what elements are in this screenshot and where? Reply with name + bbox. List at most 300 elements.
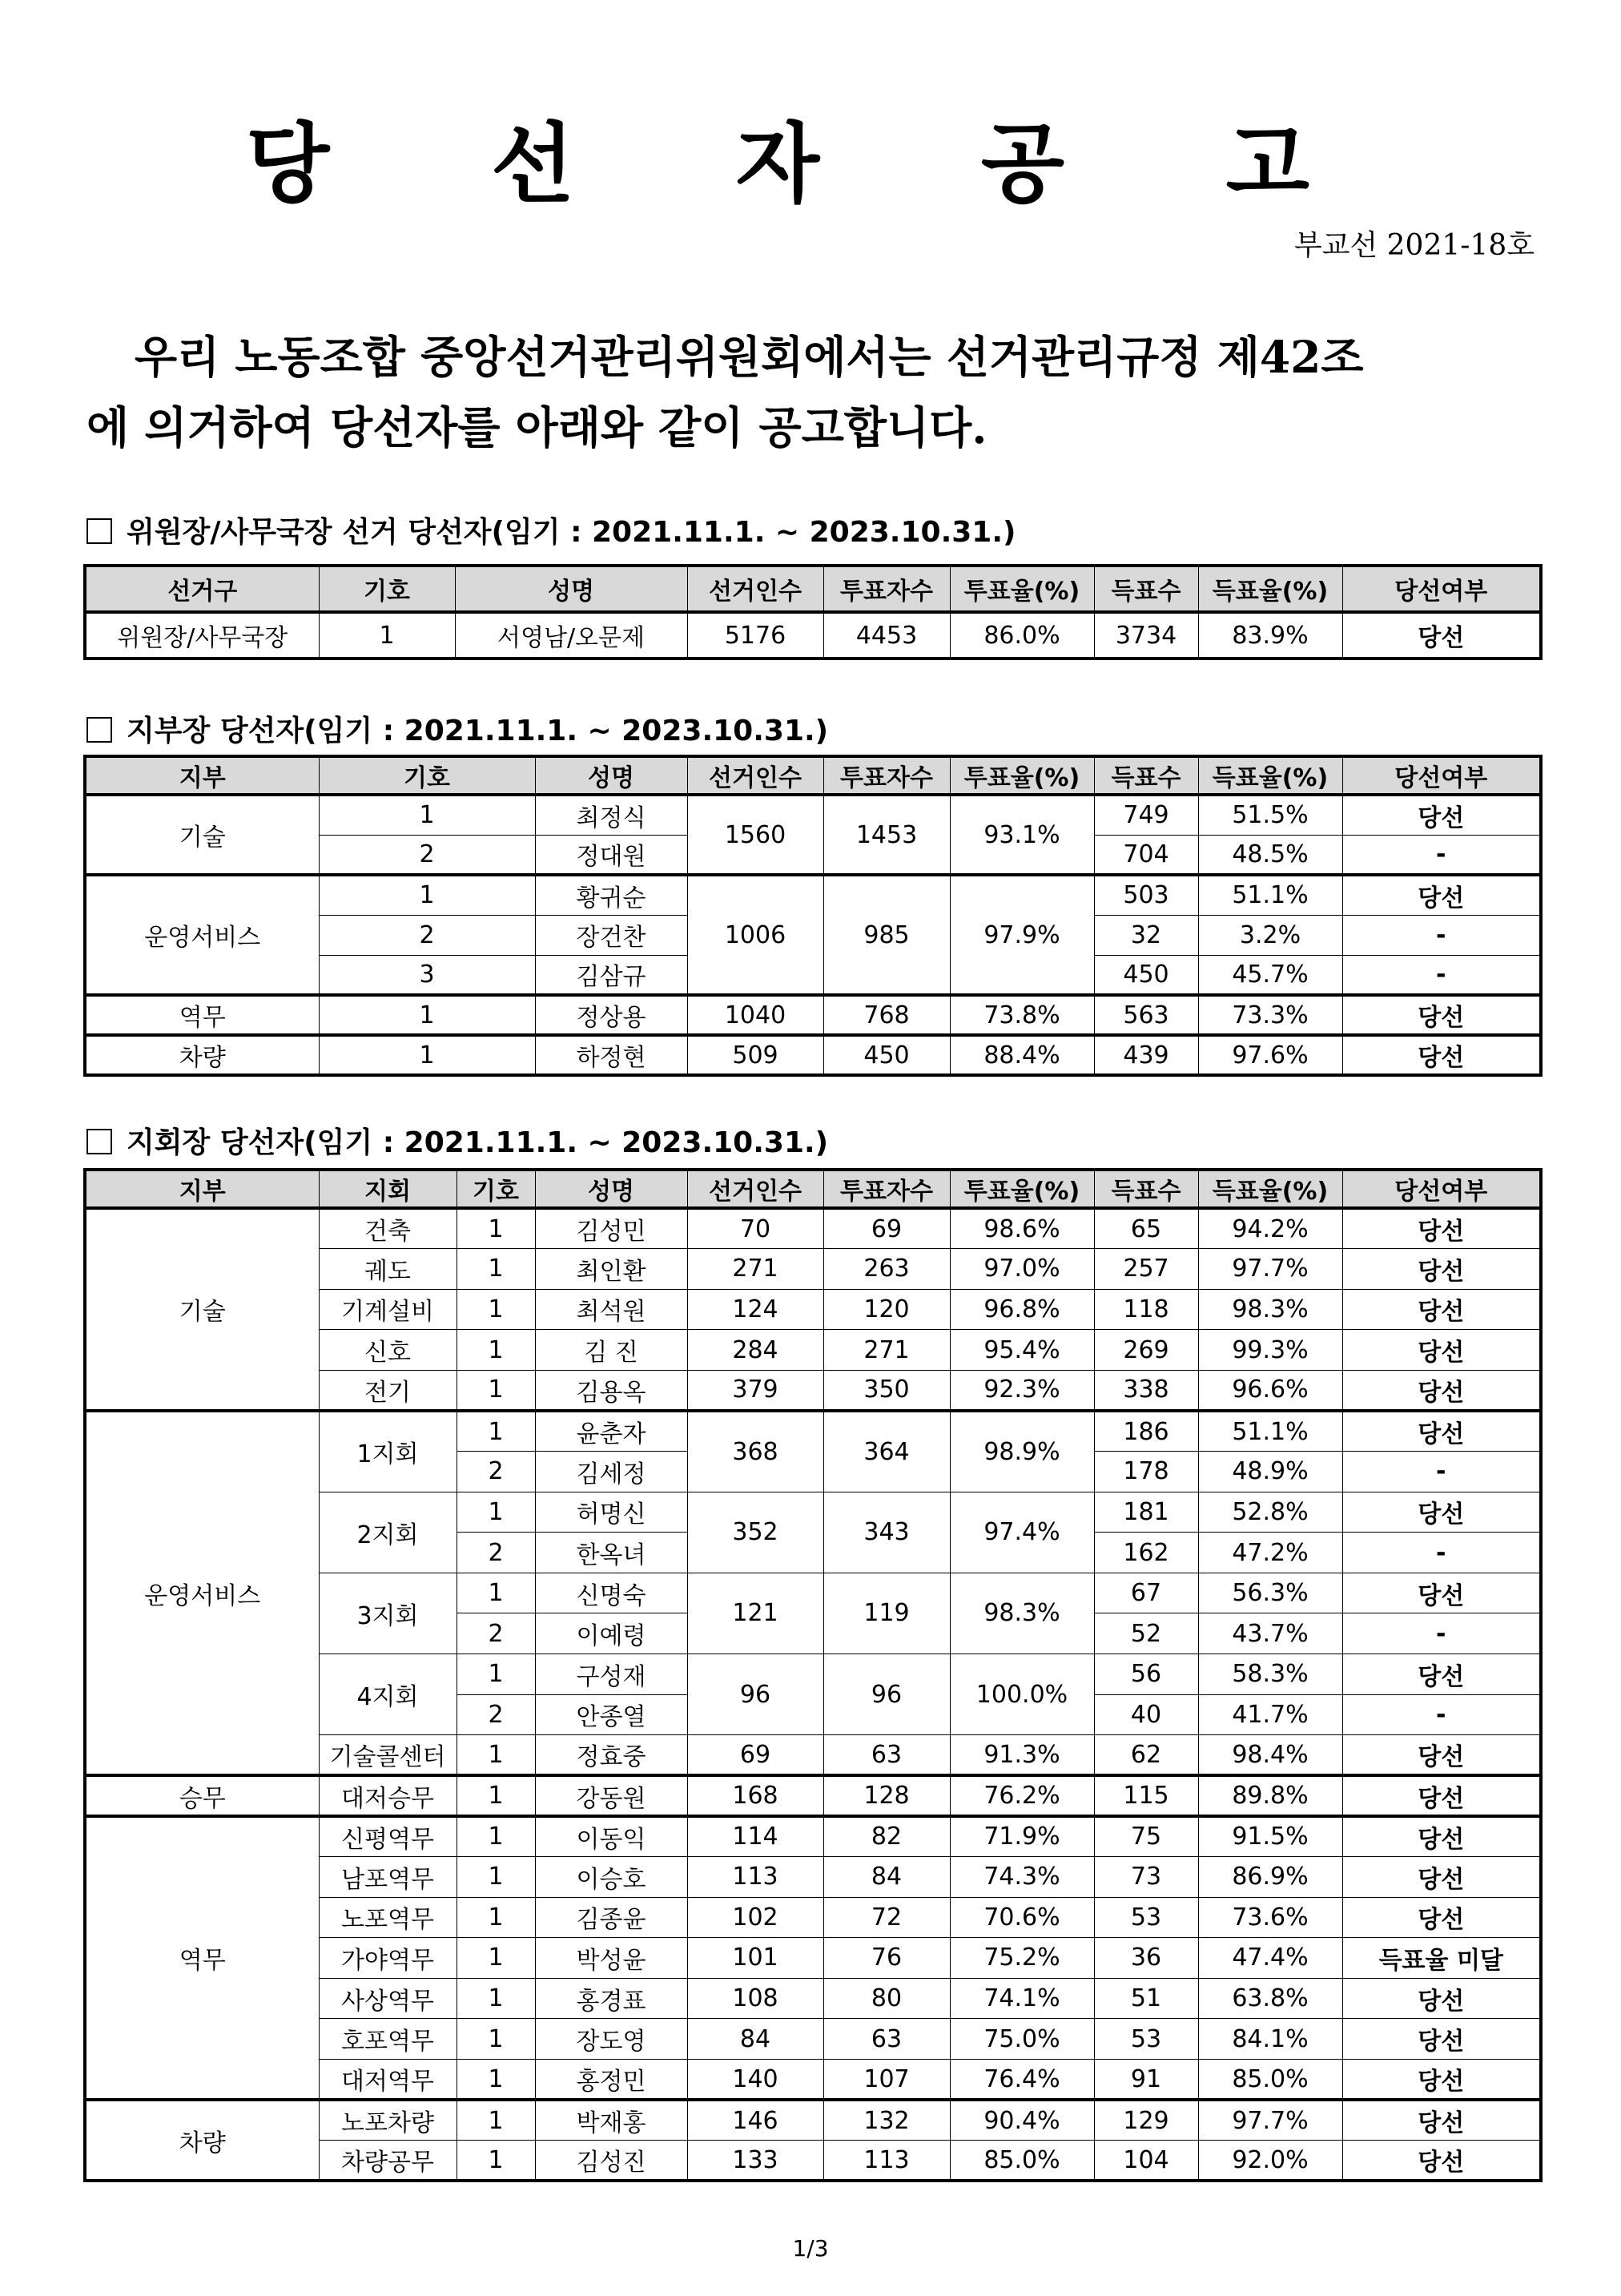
turnout-cell: 70.6% [950, 1897, 1094, 1938]
checkbox-square-icon [86, 717, 112, 743]
page-title: 당 선 자 공 고 [245, 114, 1376, 215]
vote-share-cell: 58.3% [1198, 1654, 1342, 1695]
turnout-cell: 92.3% [950, 1370, 1094, 1411]
vote-share-cell: 63.8% [1198, 1978, 1342, 2019]
branch-cell: 역무 [85, 1816, 319, 2100]
column-header: 당선여부 [1342, 756, 1541, 795]
table-row [85, 1775, 1541, 1816]
column-header: 득표수 [1094, 566, 1198, 612]
result-cell: 당선 [1342, 2100, 1541, 2141]
votes-cell: 563 [1094, 995, 1198, 1035]
column-header: 투표율(%) [950, 566, 1094, 612]
candidate-name-cell: 김종윤 [535, 1897, 687, 1938]
result-cell: 당선 [1342, 612, 1541, 659]
electors-cell: 133 [687, 2141, 823, 2181]
candidate-name-cell: 김삼규 [535, 955, 687, 995]
vote-share-cell: 73.6% [1198, 1897, 1342, 1938]
candidate-name-cell: 신명숙 [535, 1573, 687, 1613]
candidate-number-cell: 1 [319, 875, 535, 915]
result-cell: 당선 [1342, 1370, 1541, 1411]
candidate-number-cell: 2 [319, 835, 535, 875]
checkbox-square-icon [86, 518, 112, 544]
chapter-cell: 4지회 [319, 1654, 457, 1735]
column-header: 투표율(%) [950, 756, 1094, 795]
section-3-heading [86, 1120, 828, 1161]
voters-cell: 1453 [823, 795, 950, 875]
candidate-name-cell: 김세정 [535, 1452, 687, 1492]
turnout-cell: 90.4% [950, 2100, 1094, 2141]
candidate-number-cell: 1 [457, 2019, 535, 2060]
vote-share-cell: 97.7% [1198, 1249, 1342, 1290]
branch-head-election-table [83, 755, 1543, 1077]
column-header: 선거인수 [687, 756, 823, 795]
turnout-cell: 74.3% [950, 1857, 1094, 1898]
candidate-name-cell: 김성진 [535, 2141, 687, 2181]
candidate-number-cell: 2 [457, 1613, 535, 1654]
candidate-number-cell: 1 [457, 1897, 535, 1938]
column-header: 지부 [85, 1170, 319, 1208]
votes-cell: 53 [1094, 1897, 1198, 1938]
branch-cell: 운영서비스 [85, 1411, 319, 1775]
electors-cell: 114 [687, 1816, 823, 1857]
candidate-number-cell: 1 [457, 2141, 535, 2181]
candidate-name-cell: 최정식 [535, 795, 687, 835]
votes-cell: 53 [1094, 2019, 1198, 2060]
candidate-number-cell: 1 [457, 1492, 535, 1533]
electors-cell: 146 [687, 2100, 823, 2141]
turnout-cell: 75.0% [950, 2019, 1094, 2060]
voters-cell: 350 [823, 1370, 950, 1411]
turnout-cell: 76.2% [950, 1775, 1094, 1816]
vote-share-cell: 3.2% [1198, 915, 1342, 955]
chapter-cell: 노포역무 [319, 1897, 457, 1938]
chair-election-table [83, 564, 1543, 660]
intro-line-1: 우리 노동조합 중앙선거관리위원회에서는 선거관리규정 제42조 [135, 331, 1364, 383]
votes-cell: 56 [1094, 1654, 1198, 1695]
candidate-name-cell: 황귀순 [535, 875, 687, 915]
candidate-name-cell: 박성윤 [535, 1938, 687, 1979]
chapter-cell: 신평역무 [319, 1816, 457, 1857]
section-1-heading [86, 510, 1016, 550]
vote-share-cell: 86.9% [1198, 1857, 1342, 1898]
vote-share-cell: 43.7% [1198, 1613, 1342, 1654]
candidate-number-cell: 1 [457, 1208, 535, 1249]
vote-share-cell: 48.9% [1198, 1452, 1342, 1492]
result-cell: 당선 [1342, 875, 1541, 915]
column-header: 투표자수 [823, 756, 950, 795]
candidate-name-cell: 김성민 [535, 1208, 687, 1249]
candidate-name-cell: 안종열 [535, 1694, 687, 1735]
electors-cell: 271 [687, 1249, 823, 1290]
voters-cell: 343 [823, 1492, 950, 1573]
result-cell: 당선 [1342, 2141, 1541, 2181]
electors-cell: 84 [687, 2019, 823, 2060]
result-cell: - [1342, 1694, 1541, 1735]
vote-share-cell: 97.6% [1198, 1035, 1342, 1075]
candidate-name-cell: 김 진 [535, 1330, 687, 1371]
vote-share-cell: 47.2% [1198, 1533, 1342, 1573]
branch-cell: 차량 [85, 2100, 319, 2181]
turnout-cell: 97.9% [950, 875, 1094, 995]
chapter-cell: 전기 [319, 1370, 457, 1411]
branch-cell: 기술 [85, 1208, 319, 1411]
votes-cell: 269 [1094, 1330, 1198, 1371]
column-header: 성명 [535, 756, 687, 795]
result-cell: 당선 [1342, 1208, 1541, 1249]
votes-cell: 36 [1094, 1938, 1198, 1979]
chapter-cell: 대저역무 [319, 2059, 457, 2100]
column-header: 투표자수 [823, 1170, 950, 1208]
turnout-cell: 73.8% [950, 995, 1094, 1035]
votes-cell: 104 [1094, 2141, 1198, 2181]
candidate-name-cell: 서영남/오문제 [455, 612, 687, 659]
vote-share-cell: 94.2% [1198, 1208, 1342, 1249]
candidate-name-cell: 장건찬 [535, 915, 687, 955]
candidate-number-cell: 1 [457, 1289, 535, 1330]
result-cell: - [1342, 835, 1541, 875]
electors-cell: 140 [687, 2059, 823, 2100]
chapter-cell: 사상역무 [319, 1978, 457, 2019]
vote-share-cell: 48.5% [1198, 835, 1342, 875]
branch-cell: 기술 [85, 795, 319, 875]
votes-cell: 62 [1094, 1735, 1198, 1776]
voters-cell: 364 [823, 1411, 950, 1492]
voters-cell: 63 [823, 1735, 950, 1776]
turnout-cell: 93.1% [950, 795, 1094, 875]
document-number: 부교선 2021-18호 [1293, 229, 1535, 262]
voters-cell: 450 [823, 1035, 950, 1075]
voters-cell: 96 [823, 1654, 950, 1735]
result-cell: 당선 [1342, 1330, 1541, 1371]
votes-cell: 181 [1094, 1492, 1198, 1533]
candidate-name-cell: 이승호 [535, 1857, 687, 1898]
header-row [85, 1170, 1541, 1208]
vote-share-cell: 51.1% [1198, 1411, 1342, 1452]
electors-cell: 368 [687, 1411, 823, 1492]
result-cell: 당선 [1342, 1897, 1541, 1938]
voters-cell: 128 [823, 1775, 950, 1816]
candidate-name-cell: 정상용 [535, 995, 687, 1035]
votes-cell: 178 [1094, 1452, 1198, 1492]
turnout-cell: 95.4% [950, 1330, 1094, 1371]
votes-cell: 32 [1094, 915, 1198, 955]
table-row [85, 795, 1541, 835]
result-cell: 당선 [1342, 1857, 1541, 1898]
votes-cell: 3734 [1094, 612, 1198, 659]
votes-cell: 704 [1094, 835, 1198, 875]
chapter-cell: 남포역무 [319, 1857, 457, 1898]
voters-cell: 76 [823, 1938, 950, 1979]
vote-share-cell: 73.3% [1198, 995, 1342, 1035]
chapter-cell: 신호 [319, 1330, 457, 1371]
candidate-number-cell: 1 [457, 1816, 535, 1857]
votes-cell: 439 [1094, 1035, 1198, 1075]
result-cell: 당선 [1342, 1035, 1541, 1075]
chapter-cell: 3지회 [319, 1573, 457, 1654]
column-header: 기호 [319, 566, 455, 612]
section-3-title: 지회장 당선자(임기 : 2021.11.1. ~ 2023.10.31.) [127, 1126, 829, 1159]
turnout-cell: 71.9% [950, 1816, 1094, 1857]
result-cell: 당선 [1342, 795, 1541, 835]
electors-cell: 509 [687, 1035, 823, 1075]
column-header: 기호 [457, 1170, 535, 1208]
column-header: 성명 [535, 1170, 687, 1208]
electors-cell: 96 [687, 1654, 823, 1735]
turnout-cell: 100.0% [950, 1654, 1094, 1735]
table-row [85, 612, 1541, 659]
vote-share-cell: 92.0% [1198, 2141, 1342, 2181]
branch-cell: 승무 [85, 1775, 319, 1816]
vote-share-cell: 56.3% [1198, 1573, 1342, 1613]
candidate-number-cell: 1 [457, 1735, 535, 1776]
candidate-number-cell: 1 [457, 1370, 535, 1411]
electors-cell: 168 [687, 1775, 823, 1816]
voters-cell: 69 [823, 1208, 950, 1249]
candidate-name-cell: 박재홍 [535, 2100, 687, 2141]
votes-cell: 75 [1094, 1816, 1198, 1857]
voters-cell: 72 [823, 1897, 950, 1938]
table-row [85, 1035, 1541, 1075]
votes-cell: 115 [1094, 1775, 1198, 1816]
result-cell: 당선 [1342, 2019, 1541, 2060]
candidate-number-cell: 1 [457, 1857, 535, 1898]
candidate-name-cell: 장도영 [535, 2019, 687, 2060]
votes-cell: 338 [1094, 1370, 1198, 1411]
turnout-cell: 88.4% [950, 1035, 1094, 1075]
candidate-name-cell: 이예령 [535, 1613, 687, 1654]
electors-cell: 284 [687, 1330, 823, 1371]
chapter-cell: 1지회 [319, 1411, 457, 1492]
electors-cell: 69 [687, 1735, 823, 1776]
vote-share-cell: 51.5% [1198, 795, 1342, 835]
result-cell: 당선 [1342, 1411, 1541, 1452]
votes-cell: 450 [1094, 955, 1198, 995]
turnout-cell: 86.0% [950, 612, 1094, 659]
column-header: 투표율(%) [950, 1170, 1094, 1208]
turnout-cell: 96.8% [950, 1289, 1094, 1330]
votes-cell: 51 [1094, 1978, 1198, 2019]
turnout-cell: 98.6% [950, 1208, 1094, 1249]
electors-cell: 102 [687, 1897, 823, 1938]
column-header: 선거인수 [687, 1170, 823, 1208]
candidate-number-cell: 2 [457, 1533, 535, 1573]
turnout-cell: 75.2% [950, 1938, 1094, 1979]
vote-share-cell: 41.7% [1198, 1694, 1342, 1735]
column-header: 득표수 [1094, 1170, 1198, 1208]
vote-share-cell: 84.1% [1198, 2019, 1342, 2060]
table-row [85, 1411, 1541, 1452]
turnout-cell: 85.0% [950, 2141, 1094, 2181]
candidate-number-cell: 2 [319, 915, 535, 955]
chapter-cell: 궤도 [319, 1249, 457, 1290]
column-header: 선거구 [85, 566, 319, 612]
chapter-head-election-table [83, 1168, 1543, 2182]
candidate-name-cell: 김용옥 [535, 1370, 687, 1411]
candidate-number-cell: 1 [319, 995, 535, 1035]
column-header: 지부 [85, 756, 319, 795]
column-header: 투표자수 [823, 566, 950, 612]
column-header: 득표율(%) [1198, 756, 1342, 795]
electors-cell: 1006 [687, 875, 823, 995]
result-cell: 당선 [1342, 1816, 1541, 1857]
candidate-name-cell: 정대원 [535, 835, 687, 875]
result-cell: 당선 [1342, 1735, 1541, 1776]
electors-cell: 70 [687, 1208, 823, 1249]
result-cell: - [1342, 1533, 1541, 1573]
candidate-number-cell: 1 [457, 1573, 535, 1613]
voters-cell: 84 [823, 1857, 950, 1898]
branch-cell: 역무 [85, 995, 319, 1035]
intro-paragraph [86, 322, 1536, 463]
turnout-cell: 98.9% [950, 1411, 1094, 1492]
voters-cell: 107 [823, 2059, 950, 2100]
result-cell: 당선 [1342, 1654, 1541, 1695]
candidate-name-cell: 강동원 [535, 1775, 687, 1816]
table-row [85, 2100, 1541, 2141]
votes-cell: 257 [1094, 1249, 1198, 1290]
candidate-number-cell: 1 [319, 1035, 535, 1075]
votes-cell: 118 [1094, 1289, 1198, 1330]
chapter-cell: 기계설비 [319, 1289, 457, 1330]
result-cell: 당선 [1342, 995, 1541, 1035]
vote-share-cell: 96.6% [1198, 1370, 1342, 1411]
chapter-cell: 대저승무 [319, 1775, 457, 1816]
result-cell: 당선 [1342, 1978, 1541, 2019]
result-cell: - [1342, 1452, 1541, 1492]
candidate-number-cell: 1 [319, 612, 455, 659]
column-header: 득표수 [1094, 756, 1198, 795]
voters-cell: 120 [823, 1289, 950, 1330]
candidate-name-cell: 하정현 [535, 1035, 687, 1075]
vote-share-cell: 52.8% [1198, 1492, 1342, 1533]
electors-cell: 5176 [687, 612, 823, 659]
candidate-number-cell: 1 [457, 1411, 535, 1452]
votes-cell: 67 [1094, 1573, 1198, 1613]
candidate-number-cell: 1 [457, 2059, 535, 2100]
candidate-number-cell: 1 [457, 1938, 535, 1979]
voters-cell: 113 [823, 2141, 950, 2181]
district-cell: 위원장/사무국장 [85, 612, 319, 659]
column-header: 기호 [319, 756, 535, 795]
electors-cell: 1560 [687, 795, 823, 875]
branch-cell: 운영서비스 [85, 875, 319, 995]
votes-cell: 186 [1094, 1411, 1198, 1452]
column-header: 당선여부 [1342, 1170, 1541, 1208]
vote-share-cell: 47.4% [1198, 1938, 1342, 1979]
votes-cell: 749 [1094, 795, 1198, 835]
votes-cell: 129 [1094, 2100, 1198, 2141]
result-cell: - [1342, 1613, 1541, 1654]
vote-share-cell: 85.0% [1198, 2059, 1342, 2100]
candidate-number-cell: 2 [457, 1694, 535, 1735]
chapter-cell: 기술콜센터 [319, 1735, 457, 1776]
candidate-name-cell: 한옥녀 [535, 1533, 687, 1573]
chapter-cell: 차량공무 [319, 2141, 457, 2181]
votes-cell: 40 [1094, 1694, 1198, 1735]
candidate-name-cell: 허명신 [535, 1492, 687, 1533]
vote-share-cell: 45.7% [1198, 955, 1342, 995]
result-cell: 당선 [1342, 1573, 1541, 1613]
chapter-cell: 가야역무 [319, 1938, 457, 1979]
table-row [85, 1208, 1541, 1249]
result-cell: 득표율 미달 [1342, 1938, 1541, 1979]
electors-cell: 113 [687, 1857, 823, 1898]
electors-cell: 108 [687, 1978, 823, 2019]
candidate-number-cell: 1 [457, 2100, 535, 2141]
vote-share-cell: 83.9% [1198, 612, 1342, 659]
voters-cell: 82 [823, 1816, 950, 1857]
section-1-title: 위원장/사무국장 선거 당선자(임기 : 2021.11.1. ~ 2023.10.31.) [127, 516, 1016, 549]
electors-cell: 1040 [687, 995, 823, 1035]
voters-cell: 271 [823, 1330, 950, 1371]
header-row [85, 566, 1541, 612]
header-row [85, 756, 1541, 795]
result-cell: 당선 [1342, 1249, 1541, 1290]
electors-cell: 121 [687, 1573, 823, 1654]
votes-cell: 162 [1094, 1533, 1198, 1573]
turnout-cell: 97.4% [950, 1492, 1094, 1573]
result-cell: 당선 [1342, 1775, 1541, 1816]
votes-cell: 503 [1094, 875, 1198, 915]
voters-cell: 119 [823, 1573, 950, 1654]
chapter-cell: 호포역무 [319, 2019, 457, 2060]
turnout-cell: 97.0% [950, 1249, 1094, 1290]
column-header: 득표율(%) [1198, 566, 1342, 612]
vote-share-cell: 91.5% [1198, 1816, 1342, 1857]
branch-cell: 차량 [85, 1035, 319, 1075]
candidate-number-cell: 1 [457, 1330, 535, 1371]
section-2-title: 지부장 당선자(임기 : 2021.11.1. ~ 2023.10.31.) [127, 715, 829, 747]
candidate-number-cell: 1 [457, 1978, 535, 2019]
table-row [85, 1816, 1541, 1857]
column-header: 성명 [455, 566, 687, 612]
voters-cell: 263 [823, 1249, 950, 1290]
votes-cell: 52 [1094, 1613, 1198, 1654]
page-number: 1/3 [792, 2235, 829, 2262]
vote-share-cell: 98.4% [1198, 1735, 1342, 1776]
voters-cell: 63 [823, 2019, 950, 2060]
electors-cell: 124 [687, 1289, 823, 1330]
electors-cell: 352 [687, 1492, 823, 1573]
result-cell: 당선 [1342, 1492, 1541, 1533]
vote-share-cell: 97.7% [1198, 2100, 1342, 2141]
candidate-number-cell: 1 [457, 1775, 535, 1816]
votes-cell: 91 [1094, 2059, 1198, 2100]
result-cell: 당선 [1342, 1289, 1541, 1330]
votes-cell: 73 [1094, 1857, 1198, 1898]
candidate-name-cell: 윤춘자 [535, 1411, 687, 1452]
electors-cell: 379 [687, 1370, 823, 1411]
column-header: 지회 [319, 1170, 457, 1208]
turnout-cell: 91.3% [950, 1735, 1094, 1776]
candidate-name-cell: 최인환 [535, 1249, 687, 1290]
column-header: 득표율(%) [1198, 1170, 1342, 1208]
candidate-number-cell: 3 [319, 955, 535, 995]
intro-line-2: 에 의거하여 당선자를 아래와 같이 공고합니다. [86, 401, 987, 453]
candidate-name-cell: 홍정민 [535, 2059, 687, 2100]
candidate-name-cell: 이동익 [535, 1816, 687, 1857]
candidate-number-cell: 2 [457, 1452, 535, 1492]
votes-cell: 65 [1094, 1208, 1198, 1249]
section-2-heading [86, 708, 828, 749]
vote-share-cell: 98.3% [1198, 1289, 1342, 1330]
column-header: 당선여부 [1342, 566, 1541, 612]
turnout-cell: 74.1% [950, 1978, 1094, 2019]
table-row [85, 875, 1541, 915]
voters-cell: 80 [823, 1978, 950, 2019]
turnout-cell: 76.4% [950, 2059, 1094, 2100]
vote-share-cell: 51.1% [1198, 875, 1342, 915]
